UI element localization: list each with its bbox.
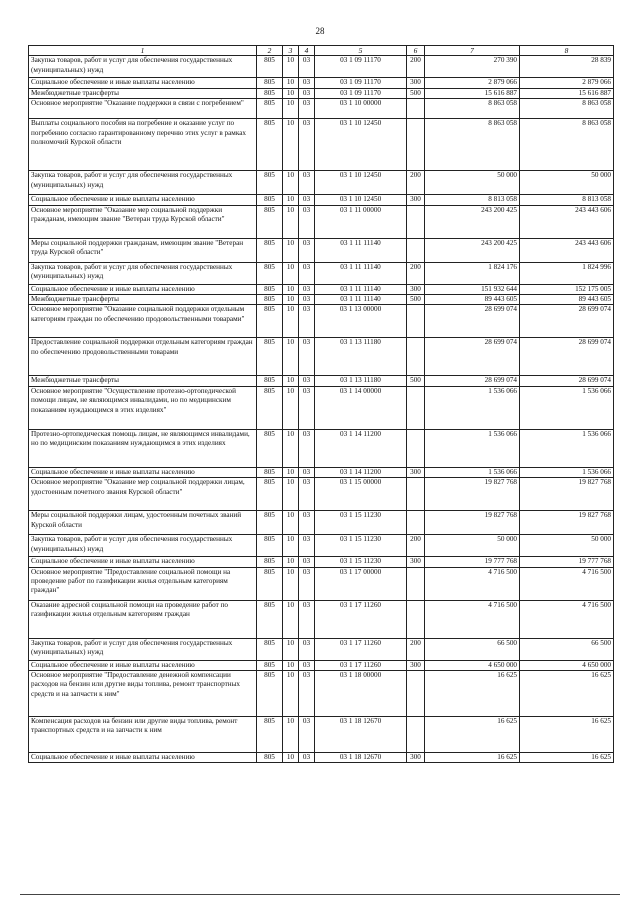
target-article-cell: 03 1 09 11170 — [315, 78, 407, 88]
amount-year1-cell: 2 879 066 — [425, 78, 520, 88]
expense-type-cell: 500 — [407, 295, 425, 305]
expense-type-cell — [407, 119, 425, 171]
amount-year2-cell: 66 500 — [520, 638, 614, 660]
ministry-code-cell: 805 — [257, 535, 283, 557]
amount-year2-cell: 50 000 — [520, 535, 614, 557]
expense-type-cell: 500 — [407, 376, 425, 386]
subsection-code-cell: 03 — [299, 717, 315, 753]
row-name-cell: Социальное обеспечение и иные выплаты населению — [29, 284, 257, 294]
ministry-code-cell: 805 — [257, 99, 283, 119]
amount-year1-cell: 243 200 425 — [425, 205, 520, 238]
table-row — [29, 338, 614, 376]
amount-year1-cell: 243 200 425 — [425, 238, 520, 262]
subsection-code-cell: 03 — [299, 56, 315, 78]
target-article-cell: 03 1 15 11230 — [315, 511, 407, 535]
table-row — [29, 376, 614, 386]
ministry-code-cell: 805 — [257, 78, 283, 88]
ministry-code-cell: 805 — [257, 238, 283, 262]
column-number: 3 — [283, 46, 299, 56]
expense-type-cell: 300 — [407, 557, 425, 567]
row-name-cell: Компенсация расходов на бензин или другие виды топлива, ремонт транспортных средств и на запчасти к ним — [29, 717, 257, 753]
section-code-cell: 10 — [283, 295, 299, 305]
target-article-cell: 03 1 13 11180 — [315, 338, 407, 376]
target-article-cell: 03 1 15 11230 — [315, 557, 407, 567]
subsection-code-cell: 03 — [299, 338, 315, 376]
table-row — [29, 717, 614, 753]
table-row — [29, 262, 614, 284]
subsection-code-cell: 03 — [299, 238, 315, 262]
section-code-cell: 10 — [283, 660, 299, 670]
table-row — [29, 305, 614, 338]
ministry-code-cell: 805 — [257, 262, 283, 284]
target-article-cell: 03 1 13 11180 — [315, 376, 407, 386]
amount-year1-cell: 1 536 066 — [425, 467, 520, 477]
amount-year2-cell: 1 824 996 — [520, 262, 614, 284]
subsection-code-cell: 03 — [299, 295, 315, 305]
column-number: 1 — [29, 46, 257, 56]
amount-year2-cell: 8 863 058 — [520, 119, 614, 171]
amount-year1-cell: 4 716 500 — [425, 600, 520, 638]
amount-year1-cell: 8 863 058 — [425, 119, 520, 171]
table-row — [29, 660, 614, 670]
subsection-code-cell: 03 — [299, 567, 315, 600]
amount-year1-cell: 50 000 — [425, 535, 520, 557]
table-row — [29, 238, 614, 262]
amount-year2-cell: 28 839 — [520, 56, 614, 78]
target-article-cell: 03 1 11 11140 — [315, 295, 407, 305]
section-code-cell: 10 — [283, 467, 299, 477]
expense-type-cell: 300 — [407, 660, 425, 670]
amount-year1-cell: 270 390 — [425, 56, 520, 78]
section-code-cell: 10 — [283, 717, 299, 753]
expense-type-cell: 200 — [407, 262, 425, 284]
amount-year2-cell: 1 536 066 — [520, 467, 614, 477]
ministry-code-cell: 805 — [257, 284, 283, 294]
target-article-cell: 03 1 18 00000 — [315, 671, 407, 717]
target-article-cell: 03 1 17 11260 — [315, 638, 407, 660]
amount-year2-cell: 243 443 606 — [520, 238, 614, 262]
row-name-cell: Социальное обеспечение и иные выплаты населению — [29, 78, 257, 88]
ministry-code-cell: 805 — [257, 195, 283, 205]
ministry-code-cell: 805 — [257, 671, 283, 717]
section-code-cell: 10 — [283, 262, 299, 284]
amount-year1-cell: 89 443 605 — [425, 295, 520, 305]
section-code-cell: 10 — [283, 338, 299, 376]
amount-year2-cell: 15 616 887 — [520, 88, 614, 98]
row-name-cell: Основное мероприятие "Оказание мер социальной поддержки лицам, удостоенным почетного звания Курской области" — [29, 478, 257, 511]
ministry-code-cell: 805 — [257, 376, 283, 386]
column-number: 6 — [407, 46, 425, 56]
expense-type-cell — [407, 338, 425, 376]
amount-year1-cell: 28 699 074 — [425, 376, 520, 386]
target-article-cell: 03 1 14 11200 — [315, 467, 407, 477]
expense-type-cell — [407, 671, 425, 717]
target-article-cell: 03 1 10 12450 — [315, 119, 407, 171]
table-row — [29, 119, 614, 171]
section-code-cell: 10 — [283, 88, 299, 98]
table-row — [29, 429, 614, 467]
table-row — [29, 478, 614, 511]
target-article-cell: 03 1 17 11260 — [315, 660, 407, 670]
subsection-code-cell: 03 — [299, 205, 315, 238]
amount-year1-cell: 19 777 768 — [425, 557, 520, 567]
ministry-code-cell: 805 — [257, 205, 283, 238]
target-article-cell: 03 1 18 12670 — [315, 753, 407, 763]
table-row — [29, 535, 614, 557]
row-name-cell: Межбюджетные трансферты — [29, 295, 257, 305]
target-article-cell: 03 1 13 00000 — [315, 305, 407, 338]
amount-year1-cell: 28 699 074 — [425, 338, 520, 376]
subsection-code-cell: 03 — [299, 467, 315, 477]
section-code-cell: 10 — [283, 753, 299, 763]
column-number: 4 — [299, 46, 315, 56]
subsection-code-cell: 03 — [299, 671, 315, 717]
expense-type-cell: 300 — [407, 195, 425, 205]
table-row — [29, 557, 614, 567]
subsection-code-cell: 03 — [299, 511, 315, 535]
row-name-cell: Основное мероприятие "Оказание социальной поддержки отдельным категориям граждан по обеспечению продовольственными товарами" — [29, 305, 257, 338]
section-code-cell: 10 — [283, 171, 299, 195]
ministry-code-cell: 805 — [257, 660, 283, 670]
table-row — [29, 88, 614, 98]
ministry-code-cell: 805 — [257, 88, 283, 98]
section-code-cell: 10 — [283, 535, 299, 557]
target-article-cell: 03 1 14 00000 — [315, 386, 407, 429]
ministry-code-cell: 805 — [257, 386, 283, 429]
section-code-cell: 10 — [283, 511, 299, 535]
target-article-cell: 03 1 10 00000 — [315, 99, 407, 119]
table-row — [29, 205, 614, 238]
row-name-cell: Социальное обеспечение и иные выплаты населению — [29, 753, 257, 763]
expense-type-cell: 300 — [407, 78, 425, 88]
ministry-code-cell: 805 — [257, 429, 283, 467]
ministry-code-cell: 805 — [257, 600, 283, 638]
expense-type-cell: 300 — [407, 284, 425, 294]
expense-type-cell — [407, 600, 425, 638]
ministry-code-cell: 805 — [257, 56, 283, 78]
row-name-cell: Меры социальной поддержки лицам, удостоенным почетных званий Курской области — [29, 511, 257, 535]
section-code-cell: 10 — [283, 78, 299, 88]
section-code-cell: 10 — [283, 56, 299, 78]
expense-type-cell — [407, 205, 425, 238]
amount-year1-cell: 16 625 — [425, 671, 520, 717]
subsection-code-cell: 03 — [299, 753, 315, 763]
table-row — [29, 567, 614, 600]
section-code-cell: 10 — [283, 567, 299, 600]
amount-year2-cell: 1 536 066 — [520, 386, 614, 429]
ministry-code-cell: 805 — [257, 638, 283, 660]
table-row — [29, 284, 614, 294]
section-code-cell: 10 — [283, 557, 299, 567]
row-name-cell: Закупка товаров, работ и услуг для обеспечения государственных (муниципальных) нужд — [29, 56, 257, 78]
target-article-cell: 03 1 18 12670 — [315, 717, 407, 753]
table-row — [29, 600, 614, 638]
table-row — [29, 171, 614, 195]
subsection-code-cell: 03 — [299, 638, 315, 660]
amount-year1-cell: 16 625 — [425, 753, 520, 763]
ministry-code-cell: 805 — [257, 119, 283, 171]
expense-type-cell — [407, 429, 425, 467]
row-name-cell: Оказание адресной социальной помощи на проведение работ по газификации жилья отдельным категориям граждан — [29, 600, 257, 638]
expense-type-cell: 500 — [407, 88, 425, 98]
ministry-code-cell: 805 — [257, 338, 283, 376]
column-number: 5 — [315, 46, 407, 56]
subsection-code-cell: 03 — [299, 429, 315, 467]
amount-year1-cell: 8 863 058 — [425, 99, 520, 119]
amount-year2-cell: 19 777 768 — [520, 557, 614, 567]
row-name-cell: Социальное обеспечение и иные выплаты населению — [29, 467, 257, 477]
section-code-cell: 10 — [283, 195, 299, 205]
row-name-cell: Закупка товаров, работ и услуг для обеспечения государственных (муниципальных) нужд — [29, 638, 257, 660]
amount-year1-cell: 19 827 768 — [425, 511, 520, 535]
row-name-cell: Основное мероприятие "Предоставление социальной помощи на проведение работ по газификации жилья отдельным категориям граждан" — [29, 567, 257, 600]
amount-year2-cell: 16 625 — [520, 717, 614, 753]
amount-year2-cell: 50 000 — [520, 171, 614, 195]
row-name-cell: Основное мероприятие "Оказание мер социальной поддержки гражданам, имеющим звание "Ветеран труда Курской области" — [29, 205, 257, 238]
row-name-cell: Закупка товаров, работ и услуг для обеспечения государственных (муниципальных) нужд — [29, 171, 257, 195]
amount-year2-cell: 19 827 768 — [520, 511, 614, 535]
amount-year2-cell: 28 699 074 — [520, 305, 614, 338]
amount-year2-cell: 4 650 000 — [520, 660, 614, 670]
subsection-code-cell: 03 — [299, 600, 315, 638]
table-row — [29, 511, 614, 535]
amount-year1-cell: 4 716 500 — [425, 567, 520, 600]
subsection-code-cell: 03 — [299, 305, 315, 338]
ministry-code-cell: 805 — [257, 305, 283, 338]
row-name-cell: Протезно-ортопедическая помощь лицам, не являющимся инвалидами, но по медицинским показаниям нуждающимся в этих изделиях — [29, 429, 257, 467]
row-name-cell: Межбюджетные трансферты — [29, 88, 257, 98]
target-article-cell: 03 1 11 11140 — [315, 284, 407, 294]
table-row — [29, 78, 614, 88]
expense-type-cell — [407, 478, 425, 511]
table-row — [29, 753, 614, 763]
amount-year1-cell: 15 616 887 — [425, 88, 520, 98]
subsection-code-cell: 03 — [299, 284, 315, 294]
section-code-cell: 10 — [283, 671, 299, 717]
amount-year1-cell: 19 827 768 — [425, 478, 520, 511]
table-row — [29, 386, 614, 429]
column-number: 8 — [520, 46, 614, 56]
row-name-cell: Основное мероприятие "Оказание поддержки в связи с погребением" — [29, 99, 257, 119]
subsection-code-cell: 03 — [299, 171, 315, 195]
section-code-cell: 10 — [283, 376, 299, 386]
section-code-cell: 10 — [283, 238, 299, 262]
section-code-cell: 10 — [283, 386, 299, 429]
expense-type-cell: 300 — [407, 467, 425, 477]
subsection-code-cell: 03 — [299, 99, 315, 119]
budget-table — [28, 45, 614, 763]
subsection-code-cell: 03 — [299, 195, 315, 205]
expense-type-cell: 200 — [407, 171, 425, 195]
subsection-code-cell: 03 — [299, 535, 315, 557]
subsection-code-cell: 03 — [299, 386, 315, 429]
amount-year2-cell: 1 536 066 — [520, 429, 614, 467]
table-row — [29, 195, 614, 205]
target-article-cell: 03 1 09 11170 — [315, 88, 407, 98]
amount-year1-cell: 66 500 — [425, 638, 520, 660]
target-article-cell: 03 1 10 12450 — [315, 195, 407, 205]
amount-year2-cell: 4 716 500 — [520, 600, 614, 638]
target-article-cell: 03 1 17 11260 — [315, 600, 407, 638]
subsection-code-cell: 03 — [299, 557, 315, 567]
expense-type-cell: 200 — [407, 535, 425, 557]
target-article-cell: 03 1 15 00000 — [315, 478, 407, 511]
amount-year2-cell: 2 879 066 — [520, 78, 614, 88]
section-code-cell: 10 — [283, 99, 299, 119]
amount-year1-cell: 28 699 074 — [425, 305, 520, 338]
row-name-cell: Социальное обеспечение и иные выплаты населению — [29, 660, 257, 670]
row-name-cell: Межбюджетные трансферты — [29, 376, 257, 386]
target-article-cell: 03 1 14 11200 — [315, 429, 407, 467]
table-row — [29, 467, 614, 477]
section-code-cell: 10 — [283, 284, 299, 294]
section-code-cell: 10 — [283, 205, 299, 238]
ministry-code-cell: 805 — [257, 467, 283, 477]
amount-year1-cell: 16 625 — [425, 717, 520, 753]
target-article-cell: 03 1 15 11230 — [315, 535, 407, 557]
row-name-cell: Меры социальной поддержки гражданам, имеющим звание "Ветеран труда Курской области" — [29, 238, 257, 262]
row-name-cell: Основное мероприятие "Предоставление денежной компенсации расходов на бензин или другие виды топлива, ремонт транспортных средств и на запчасти к ним" — [29, 671, 257, 717]
column-number-row — [29, 46, 614, 56]
subsection-code-cell: 03 — [299, 262, 315, 284]
row-name-cell: Предоставление социальной поддержки отдельным категориям граждан по обеспечению продовольственными товарами — [29, 338, 257, 376]
amount-year2-cell: 16 625 — [520, 753, 614, 763]
section-code-cell: 10 — [283, 119, 299, 171]
expense-type-cell — [407, 567, 425, 600]
amount-year2-cell: 28 699 074 — [520, 376, 614, 386]
expense-type-cell — [407, 238, 425, 262]
expense-type-cell — [407, 305, 425, 338]
expense-type-cell — [407, 99, 425, 119]
amount-year1-cell: 8 813 058 — [425, 195, 520, 205]
table-row — [29, 671, 614, 717]
section-code-cell: 10 — [283, 638, 299, 660]
amount-year2-cell: 16 625 — [520, 671, 614, 717]
ministry-code-cell: 805 — [257, 717, 283, 753]
ministry-code-cell: 805 — [257, 171, 283, 195]
amount-year1-cell: 4 650 000 — [425, 660, 520, 670]
table-row — [29, 295, 614, 305]
expense-type-cell — [407, 386, 425, 429]
ministry-code-cell: 805 — [257, 478, 283, 511]
expense-type-cell — [407, 511, 425, 535]
target-article-cell: 03 1 11 11140 — [315, 238, 407, 262]
subsection-code-cell: 03 — [299, 660, 315, 670]
amount-year2-cell: 8 863 058 — [520, 99, 614, 119]
section-code-cell: 10 — [283, 478, 299, 511]
page-number: 28 — [315, 26, 325, 36]
target-article-cell: 03 1 17 00000 — [315, 567, 407, 600]
subsection-code-cell: 03 — [299, 88, 315, 98]
expense-type-cell: 200 — [407, 638, 425, 660]
amount-year1-cell: 1 536 066 — [425, 429, 520, 467]
row-name-cell: Основное мероприятие "Осуществление протезно-ортопедической помощи лицам, не являющимся инвалидами, но по медицинским показаниям нуждающимся в этих изделиях" — [29, 386, 257, 429]
amount-year1-cell: 50 000 — [425, 171, 520, 195]
table-row — [29, 638, 614, 660]
amount-year2-cell: 152 175 005 — [520, 284, 614, 294]
ministry-code-cell: 805 — [257, 567, 283, 600]
target-article-cell: 03 1 10 12450 — [315, 171, 407, 195]
table-body — [29, 56, 614, 763]
amount-year1-cell: 1 824 176 — [425, 262, 520, 284]
section-code-cell: 10 — [283, 600, 299, 638]
column-number: 7 — [425, 46, 520, 56]
amount-year2-cell: 89 443 605 — [520, 295, 614, 305]
row-name-cell: Закупка товаров, работ и услуг для обеспечения государственных (муниципальных) нужд — [29, 262, 257, 284]
amount-year2-cell: 8 813 058 — [520, 195, 614, 205]
ministry-code-cell: 805 — [257, 295, 283, 305]
expense-type-cell: 200 — [407, 56, 425, 78]
row-name-cell: Выплаты социального пособия на погребение и оказание услуг по погребению согласно гарантированному перечню этих услуг в рамках полномочий Курской области — [29, 119, 257, 171]
page-bottom-rule — [20, 894, 620, 895]
subsection-code-cell: 03 — [299, 78, 315, 88]
target-article-cell: 03 1 09 11170 — [315, 56, 407, 78]
table-row — [29, 99, 614, 119]
row-name-cell: Закупка товаров, работ и услуг для обеспечения государственных (муниципальных) нужд — [29, 535, 257, 557]
expense-type-cell — [407, 717, 425, 753]
amount-year1-cell: 1 536 066 — [425, 386, 520, 429]
amount-year1-cell: 151 932 644 — [425, 284, 520, 294]
section-code-cell: 10 — [283, 429, 299, 467]
expense-type-cell: 300 — [407, 753, 425, 763]
subsection-code-cell: 03 — [299, 478, 315, 511]
amount-year2-cell: 19 827 768 — [520, 478, 614, 511]
row-name-cell: Социальное обеспечение и иные выплаты населению — [29, 195, 257, 205]
amount-year2-cell: 4 716 500 — [520, 567, 614, 600]
target-article-cell: 03 1 11 00000 — [315, 205, 407, 238]
subsection-code-cell: 03 — [299, 376, 315, 386]
amount-year2-cell: 243 443 606 — [520, 205, 614, 238]
column-number: 2 — [257, 46, 283, 56]
ministry-code-cell: 805 — [257, 511, 283, 535]
ministry-code-cell: 805 — [257, 753, 283, 763]
target-article-cell: 03 1 11 11140 — [315, 262, 407, 284]
row-name-cell: Социальное обеспечение и иные выплаты населению — [29, 557, 257, 567]
section-code-cell: 10 — [283, 305, 299, 338]
table-row — [29, 56, 614, 78]
subsection-code-cell: 03 — [299, 119, 315, 171]
ministry-code-cell: 805 — [257, 557, 283, 567]
amount-year2-cell: 28 699 074 — [520, 338, 614, 376]
